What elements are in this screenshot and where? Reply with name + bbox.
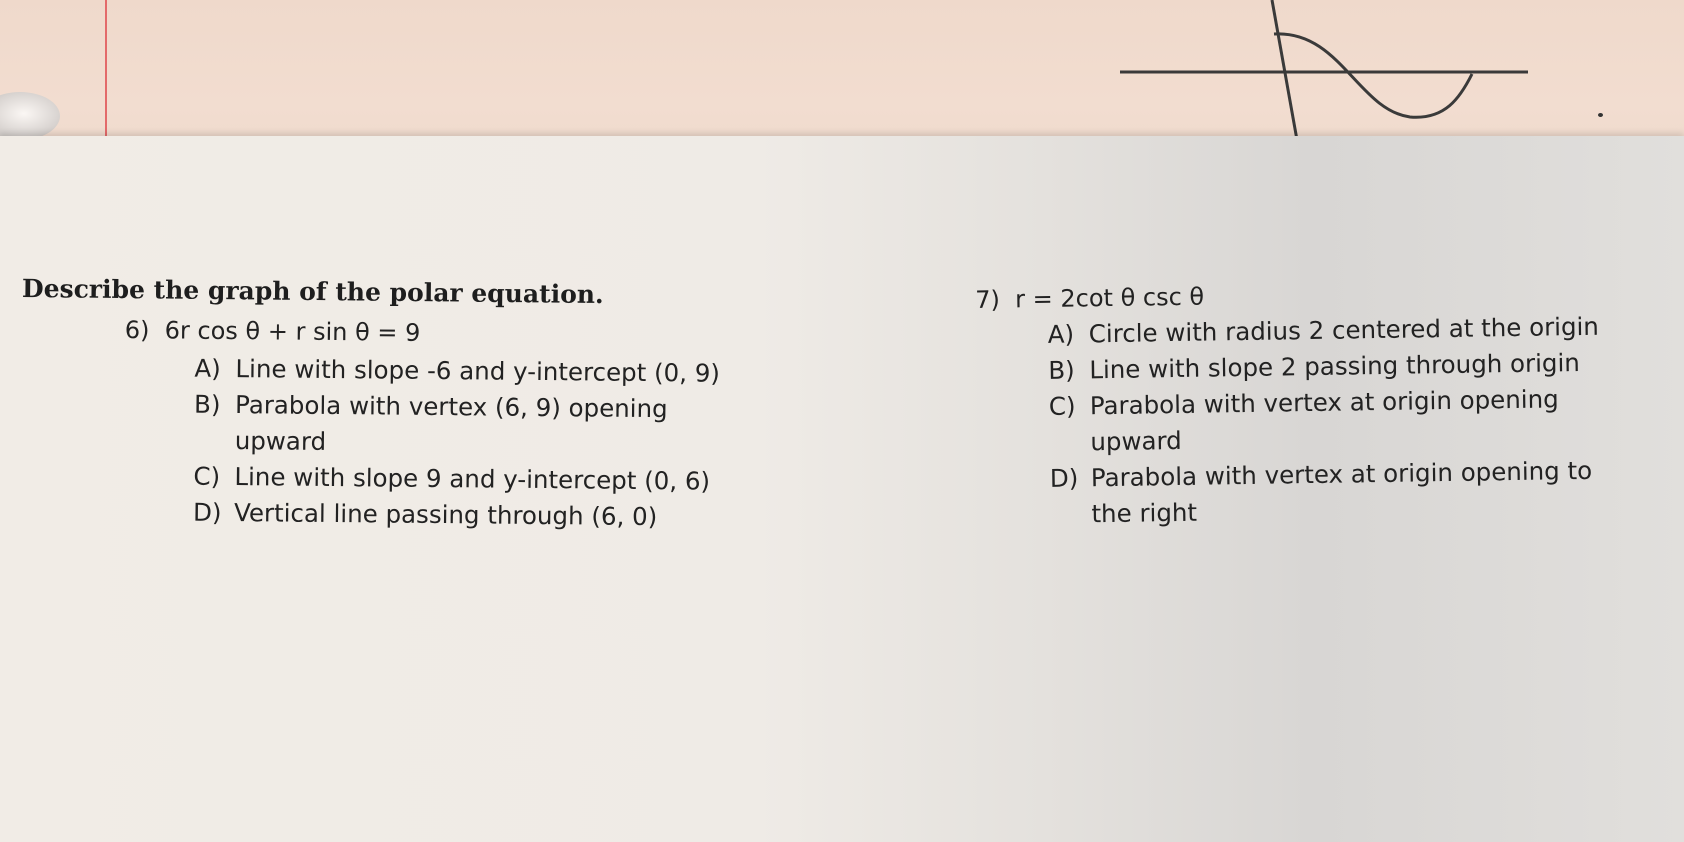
option-text-continued: upward — [1090, 425, 1182, 457]
option-text: Line with slope 9 and y-intercept (0, 6) — [234, 462, 711, 496]
red-margin-line — [105, 0, 107, 140]
hand-drawn-graph-sketch — [1100, 0, 1540, 145]
option-text: Line with slope 2 passing through origin — [1089, 348, 1581, 385]
option-d[interactable] — [193, 495, 719, 536]
question-equation: r = 2cot θ csc θ — [1014, 282, 1205, 314]
option-letter: D) — [1049, 463, 1079, 493]
option-text: Parabola with vertex (6, 9) opening — [234, 390, 668, 424]
option-letter: B) — [1048, 355, 1075, 385]
question-number: 7) — [975, 285, 1001, 314]
option-text: Circle with radius 2 centered at the origin — [1088, 311, 1600, 349]
binder-hole — [0, 92, 60, 140]
option-letter: A) — [194, 353, 221, 383]
question-7 — [975, 273, 1602, 534]
option-text: Line with slope -6 and y-intercept (0, 9) — [235, 354, 721, 388]
question-equation: 6r cos θ + r sin θ = 9 — [164, 316, 421, 347]
option-letter: C) — [1048, 391, 1076, 421]
option-text-continued: the right — [1091, 497, 1198, 529]
option-letter: A) — [1047, 319, 1075, 349]
option-letter: C) — [193, 461, 221, 491]
option-text: Vertical line passing through (6, 0) — [233, 498, 658, 532]
question-6 — [123, 312, 721, 536]
notebook-paper — [0, 0, 1684, 150]
option-a[interactable] — [194, 351, 720, 392]
answer-options — [1048, 309, 1602, 533]
option-letter: B) — [193, 389, 221, 419]
option-d[interactable] — [1050, 453, 1602, 533]
option-b[interactable] — [194, 387, 720, 464]
instructions-heading: Describe the graph of the polar equation. — [21, 273, 604, 310]
option-c[interactable] — [193, 459, 719, 500]
option-text: Parabola with vertex at origin opening — [1089, 384, 1559, 421]
answer-options — [193, 351, 720, 536]
option-letter: D) — [192, 497, 222, 527]
option-text-continued: upward — [234, 426, 327, 456]
pencil-mark — [1598, 113, 1603, 117]
question-stem — [125, 312, 721, 354]
option-c[interactable] — [1049, 381, 1601, 461]
question-number: 6) — [124, 315, 150, 345]
option-text: Parabola with vertex at origin opening to — [1090, 455, 1593, 493]
